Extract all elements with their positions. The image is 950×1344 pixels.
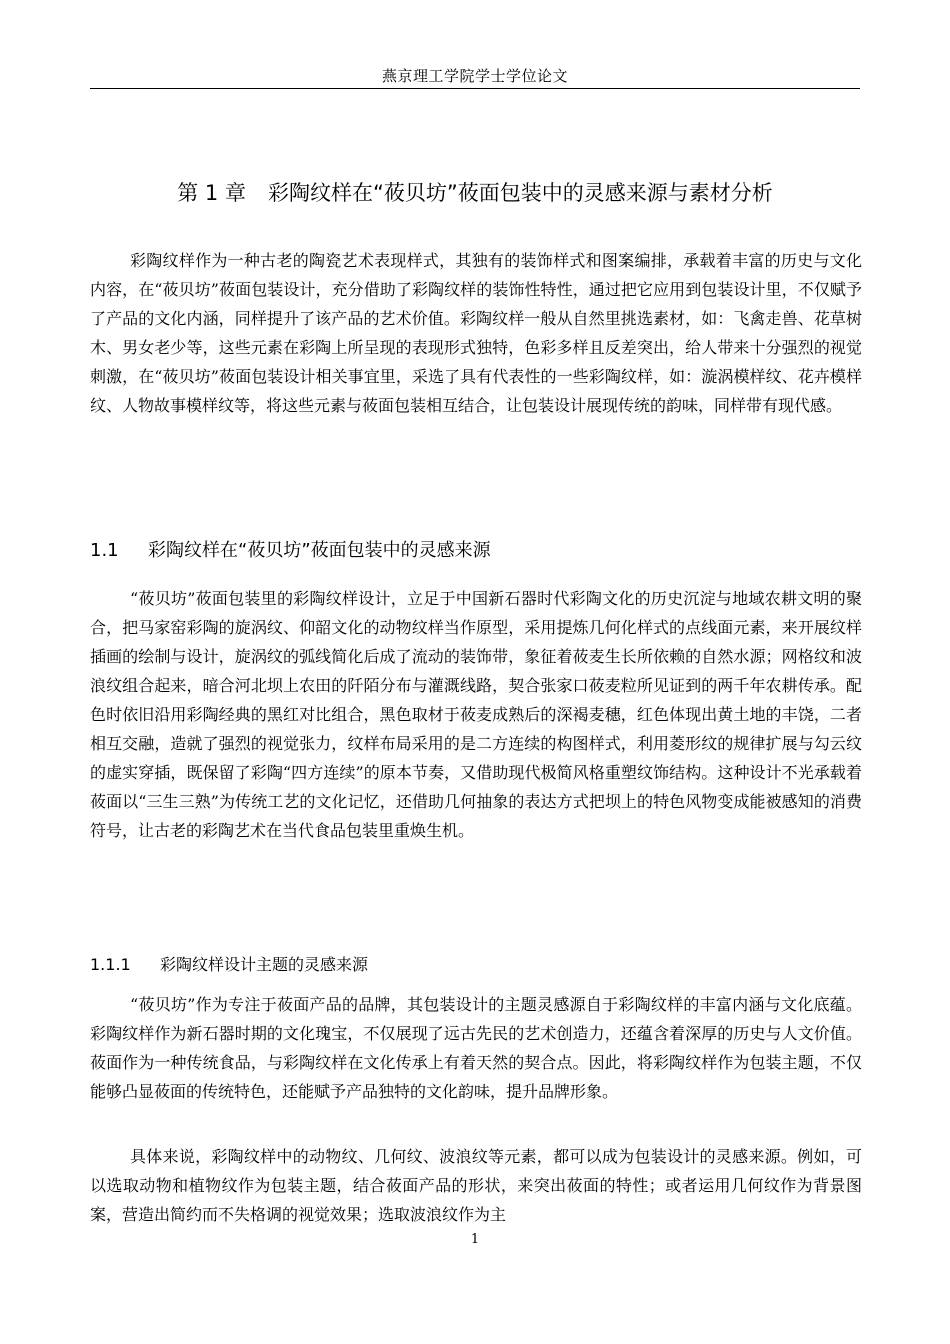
section-1-1-heading [90,537,491,565]
page-number: 1 [470,1232,480,1247]
header-rule [90,88,860,89]
section-1-1-title: 彩陶纹样在“莜贝坊”莜面包装中的灵感来源 [148,540,491,561]
section-1-1-1-title: 彩陶纹样设计主题的灵感来源 [160,955,369,974]
chapter-number: 第 1 章 [177,181,246,205]
section-1-1-1-heading [90,952,368,978]
chapter-title-text: 彩陶纹样在“莜贝坊”莜面包装中的灵感来源与素材分析 [267,181,773,205]
section-1-1-1-number: 1.1.1 [90,955,131,974]
page-header: 燕京理工学院学士学位论文 [381,67,568,85]
section-1-1-1-paragraph-1: “莜贝坊”作为专注于莜面产品的品牌，其包装设计的主题灵感源自于彩陶纹样的丰富内涵与文化底蕴。彩陶纹样作为新石器时期的文化瑰宝，不仅展现了远古先民的艺术创造力，还蕴含着深厚的历史与人文价值。莜面作为一种传统食品，与彩陶纹样在文化传承上有着天然的契合点。因此，将彩陶纹样作为包装主题，不仅能够凸显莜面的传统特色，还能赋予产品独特的文化韵味，提升品牌形象。 [90,995,862,1101]
section-1-1-paragraph: “莜贝坊”莜面包装里的彩陶纹样设计，立足于中国新石器时代彩陶文化的历史沉淀与地域农耕文明的聚合，把马家窑彩陶的旋涡纹、仰韶文化的动物纹样当作原型，采用提炼几何化样式的点线面元素，来开展纹样插画的绘制与设计，旋涡纹的弧线简化后成了流动的装饰带，象征着莜麦生长所依赖的自然水源；网格纹和波浪纹组合起来，暗合河北坝上农田的阡陌分布与灌溉线路，契合张家口莜麦粒所见证到的两千年农耕传承。配色时依旧沿用彩陶经典的黑红对比组合，黑色取材于莜麦成熟后的深褐麦穗，红色体现出黄土地的丰饶，二者相互交融，造就了强烈的视觉张力，纹样布局采用的是二方连续的构图样式，利用菱形纹的规律扩展与勾云纹的虚实穿插，既保留了彩陶“四方连续”的原本节奏，又借助现代极简风格重塑纹饰结构。这种设计不光承载着莜面以“三生三熟”为传统工艺的文化记忆，还借助几何抽象的表达方式把坝上的特色风物变成能被感知的消费符号，让古老的彩陶艺术在当代食品包装里重焕生机。 [90,589,862,840]
intro-paragraph: 彩陶纹样作为一种古老的陶瓷艺术表现样式，其独有的装饰样式和图案编排，承载着丰富的历史与文化内容，在“莜贝坊”莜面包装设计，充分借助了彩陶纹样的装饰性特性，通过把它应用到包装设计里，不仅赋予了产品的文化内涵，同样提升了该产品的艺术价值。彩陶纹样一般从自然里挑选素材，如：飞禽走兽、花草树木、男女老少等，这些元素在彩陶上所呈现的表现形式独特，色彩多样且反差突出，给人带来十分强烈的视觉刺激，在“莜贝坊”莜面包装设计相关事宜里，采选了具有代表性的一些彩陶纹样，如：漩涡模样纹、花卉模样纹、人物故事模样纹等，将这些元素与莜面包装相互结合，让包装设计展现传统的韵味，同样带有现代感。 [90,251,862,415]
chapter-title [90,176,860,210]
section-1-1-1-paragraph-2: 具体来说，彩陶纹样中的动物纹、几何纹、波浪纹等元素，都可以成为包装设计的灵感来源。例如，可以选取动物和植物纹作为包装主题，结合莜面产品的形状，来突出莜面的特性；或者运用几何纹作为背景图案，营造出简约而不失格调的视觉效果；选取波浪纹作为主 [90,1147,862,1224]
section-1-1-number: 1.1 [90,540,119,561]
